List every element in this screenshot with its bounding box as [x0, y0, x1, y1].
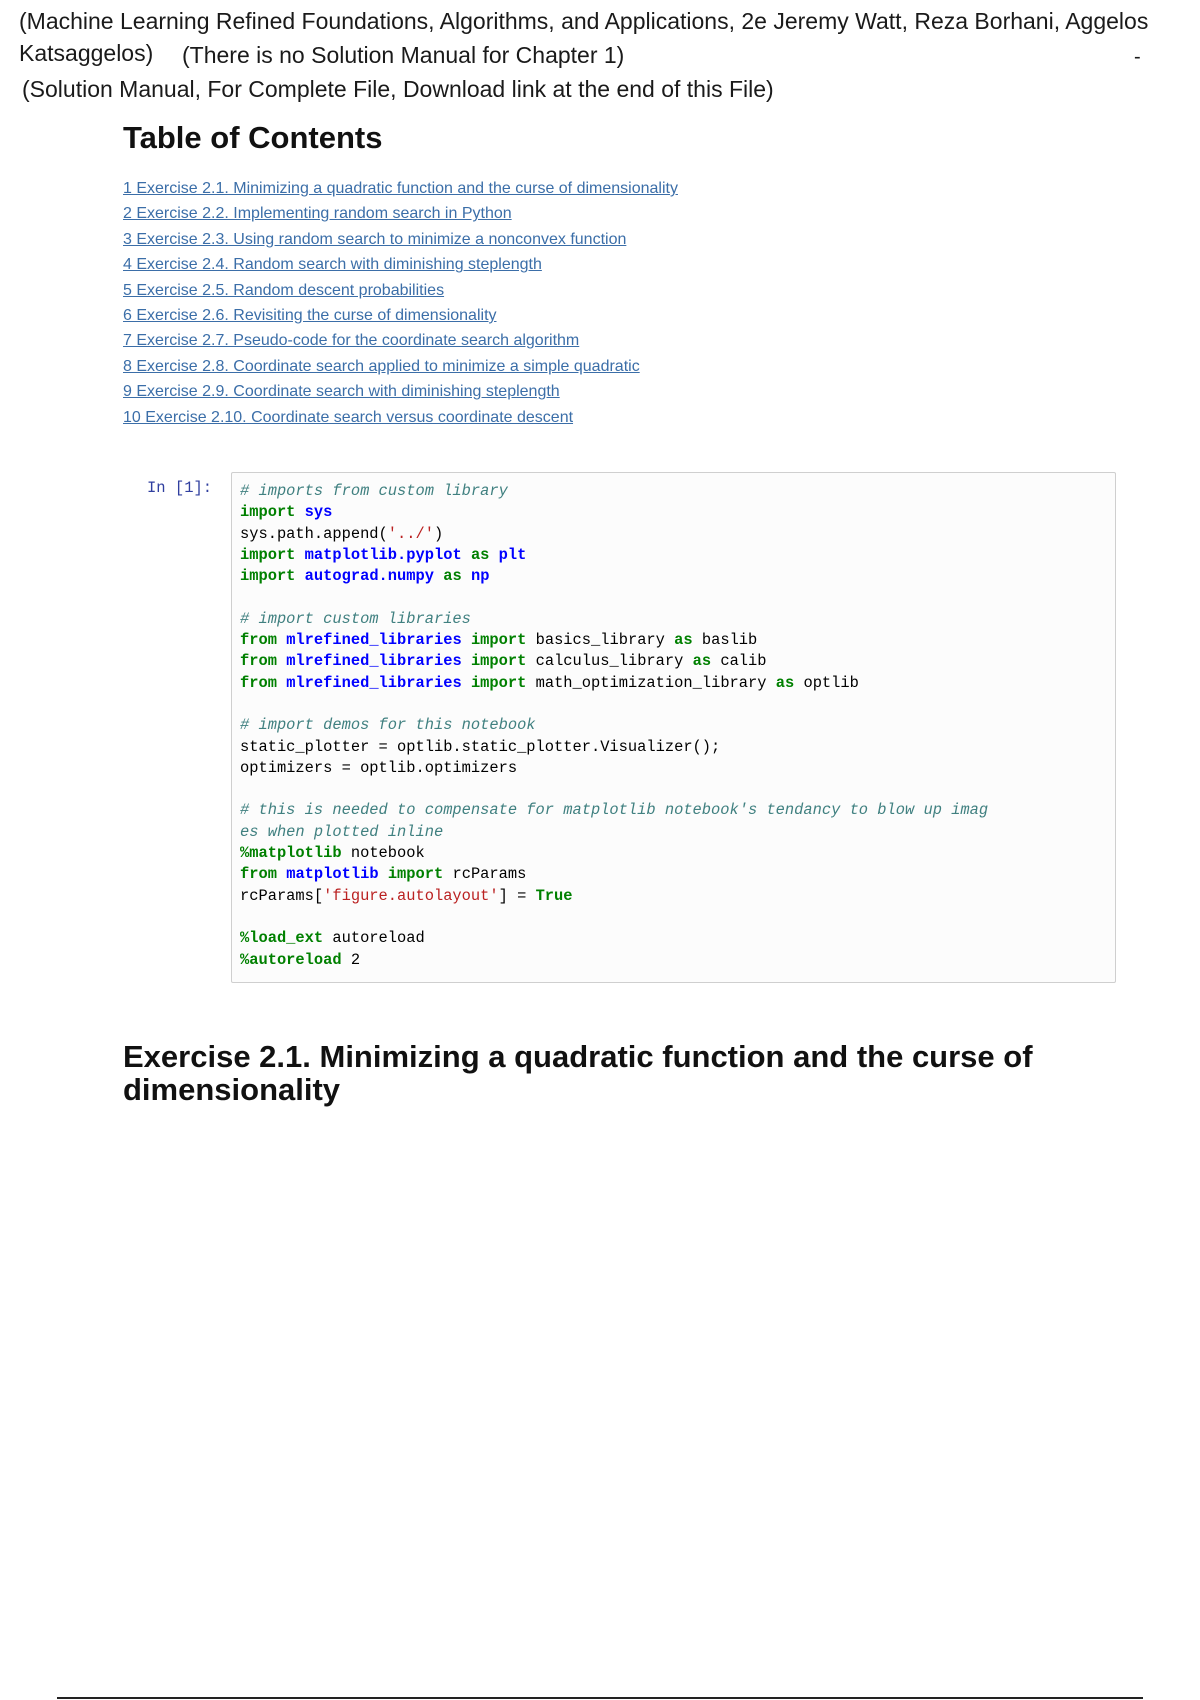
- cell-prompt: In [1]:: [147, 479, 213, 497]
- code-token: baslib: [692, 631, 758, 650]
- code-token: as: [674, 631, 693, 650]
- code-token: from: [240, 865, 277, 884]
- code-token: np: [470, 567, 490, 586]
- code-token: mlrefined_libraries: [286, 631, 462, 650]
- code-token: [434, 567, 443, 585]
- header-dash: -: [1134, 46, 1141, 68]
- code-line: [240, 737, 1107, 758]
- code-token: from: [240, 673, 277, 692]
- code-token: optlib: [794, 673, 859, 692]
- code-token: import: [240, 545, 296, 564]
- toc-link-8[interactable]: 8 Exercise 2.8. Coordinate search applied to minimize a simple quadratic: [123, 357, 640, 375]
- code-line: [240, 928, 1107, 949]
- code-token: mlrefined_libraries: [286, 673, 462, 692]
- code-token: [489, 546, 498, 564]
- code-line: [240, 481, 1107, 502]
- toc-link-7[interactable]: 7 Exercise 2.7. Pseudo-code for the coordinate search algorithm: [123, 332, 580, 350]
- code-token: import: [240, 503, 296, 522]
- code-token: import: [470, 652, 527, 671]
- code-line: [240, 630, 1107, 651]
- code-token: matplotlib.pyplot: [304, 545, 462, 564]
- code-token: [462, 567, 471, 585]
- code-line: [240, 886, 1107, 907]
- code-token: autoreload: [323, 929, 425, 948]
- code-token: ] =: [498, 886, 536, 905]
- toc-link-9[interactable]: 9 Exercise 2.9. Coordinate search with diminishing steplength: [123, 383, 560, 401]
- code-token: # imports from custom library: [240, 482, 508, 500]
- code-token: ): [433, 524, 444, 543]
- toc-link-4[interactable]: 4 Exercise 2.4. Random search with diminishing steplength: [123, 256, 542, 274]
- code-token: as: [775, 673, 795, 692]
- code-token: [295, 567, 304, 585]
- toc-link-10[interactable]: 10 Exercise 2.10. Coordinate search versus coordinate descent: [123, 408, 574, 426]
- code-token: [462, 546, 471, 564]
- toc-item: [123, 176, 678, 201]
- code-token: as: [470, 545, 490, 564]
- code-token: [295, 503, 304, 521]
- header-author: Katsaggelos): [19, 40, 154, 66]
- code-token: plt: [498, 545, 527, 564]
- toc-item: [123, 405, 678, 430]
- code-token: # import custom libraries: [240, 609, 471, 628]
- section-heading: Exercise 2.1. Minimizing a quadratic function and the curse of dimensionality: [123, 1039, 1033, 1107]
- code-token: as: [692, 652, 712, 671]
- code-cell[interactable]: [231, 472, 1116, 983]
- code-token: matplotlib: [286, 865, 379, 884]
- code-token: import: [240, 567, 296, 586]
- code-line: [240, 864, 1107, 885]
- toc-item: [123, 328, 678, 353]
- code-token: notebook: [341, 844, 425, 863]
- code-token: [462, 631, 471, 649]
- code-token: [277, 652, 286, 670]
- code-token: as: [443, 567, 462, 586]
- toc-item: [123, 303, 678, 328]
- code-token: from: [240, 652, 277, 671]
- toc-link-3[interactable]: 3 Exercise 2.3. Using random search to minimize a nonconvex function: [123, 230, 627, 248]
- code-token: %autoreload: [240, 950, 342, 969]
- toc-title: Table of Contents: [123, 120, 383, 155]
- code-token: calib: [711, 652, 767, 671]
- code-token: import: [387, 865, 444, 884]
- code-token: sys.path.append(: [240, 524, 388, 543]
- code-line: [240, 694, 1107, 715]
- code-token: math_optimization_library: [526, 673, 776, 692]
- code-token: es when plotted inline: [240, 822, 444, 841]
- code-token: [379, 865, 388, 883]
- code-token: [277, 631, 286, 649]
- code-token: calculus_library: [526, 652, 693, 671]
- toc-item: [123, 227, 678, 252]
- code-line: [240, 950, 1107, 971]
- code-token: True: [535, 886, 573, 905]
- header-line-1: (Machine Learning Refined Foundations, Algorithms, and Applications, 2e Jeremy Watt, Reza Borhani, Aggelos: [19, 8, 1149, 34]
- code-token: '../': [387, 524, 434, 543]
- code-token: rcParams[: [240, 886, 324, 905]
- code-line: [240, 502, 1107, 523]
- code-token: [295, 546, 304, 564]
- toc-list: [123, 176, 678, 430]
- code-token: # import demos for this notebook: [240, 716, 536, 735]
- code-token: %matplotlib: [240, 844, 342, 863]
- code-line: [240, 715, 1107, 736]
- code-token: import: [470, 631, 527, 650]
- code-token: 'figure.autolayout': [323, 886, 499, 905]
- toc-item: [123, 252, 678, 277]
- code-line: [240, 524, 1107, 545]
- code-token: [277, 865, 286, 883]
- toc-link-2[interactable]: 2 Exercise 2.2. Implementing random search in Python: [123, 205, 512, 223]
- code-line: [240, 907, 1107, 928]
- code-line: [240, 587, 1107, 608]
- header-note: (There is no Solution Manual for Chapter 1): [182, 42, 625, 68]
- toc-link-6[interactable]: 6 Exercise 2.6. Revisiting the curse of dimensionality: [123, 307, 497, 325]
- code-line: [240, 822, 1107, 843]
- code-token: # this is needed to compensate for matplotlib notebook's tendancy to blow up imag: [240, 801, 989, 820]
- code-line: [240, 673, 1107, 694]
- code-line: [240, 545, 1107, 566]
- toc-item: [123, 201, 678, 226]
- toc-item: [123, 278, 678, 303]
- code-token: sys: [304, 503, 333, 522]
- toc-link-5[interactable]: 5 Exercise 2.5. Random descent probabilities: [123, 281, 445, 299]
- code-line: [240, 566, 1107, 587]
- toc-item: [123, 354, 678, 379]
- code-token: [462, 652, 471, 670]
- header-line-3: (Solution Manual, For Complete File, Download link at the end of this File): [22, 76, 774, 102]
- code-token: [462, 674, 471, 692]
- code-line: [240, 800, 1107, 821]
- code-token: mlrefined_libraries: [286, 652, 462, 671]
- toc-item: [123, 379, 678, 404]
- code-token: [277, 674, 286, 692]
- code-token: static_plotter = optlib.static_plotter.Visualizer();: [240, 737, 721, 756]
- code-token: rcParams: [443, 865, 527, 884]
- code-token: basics_library: [526, 631, 675, 650]
- code-line: [240, 779, 1107, 800]
- code-token: optimizers = optlib.optimizers: [240, 758, 518, 777]
- code-line: [240, 843, 1107, 864]
- code-line: [240, 758, 1107, 779]
- toc-link-1[interactable]: 1 Exercise 2.1. Minimizing a quadratic function and the curse of dimensionality: [123, 180, 678, 197]
- code-token: 2: [341, 950, 361, 969]
- code-token: %load_ext: [240, 929, 324, 948]
- code-line: [240, 651, 1107, 672]
- code-token: import: [470, 673, 527, 692]
- footer-rule: [57, 1697, 1143, 1699]
- code-token: from: [240, 631, 277, 650]
- code-token: autograd.numpy: [304, 567, 434, 586]
- code-line: [240, 609, 1107, 630]
